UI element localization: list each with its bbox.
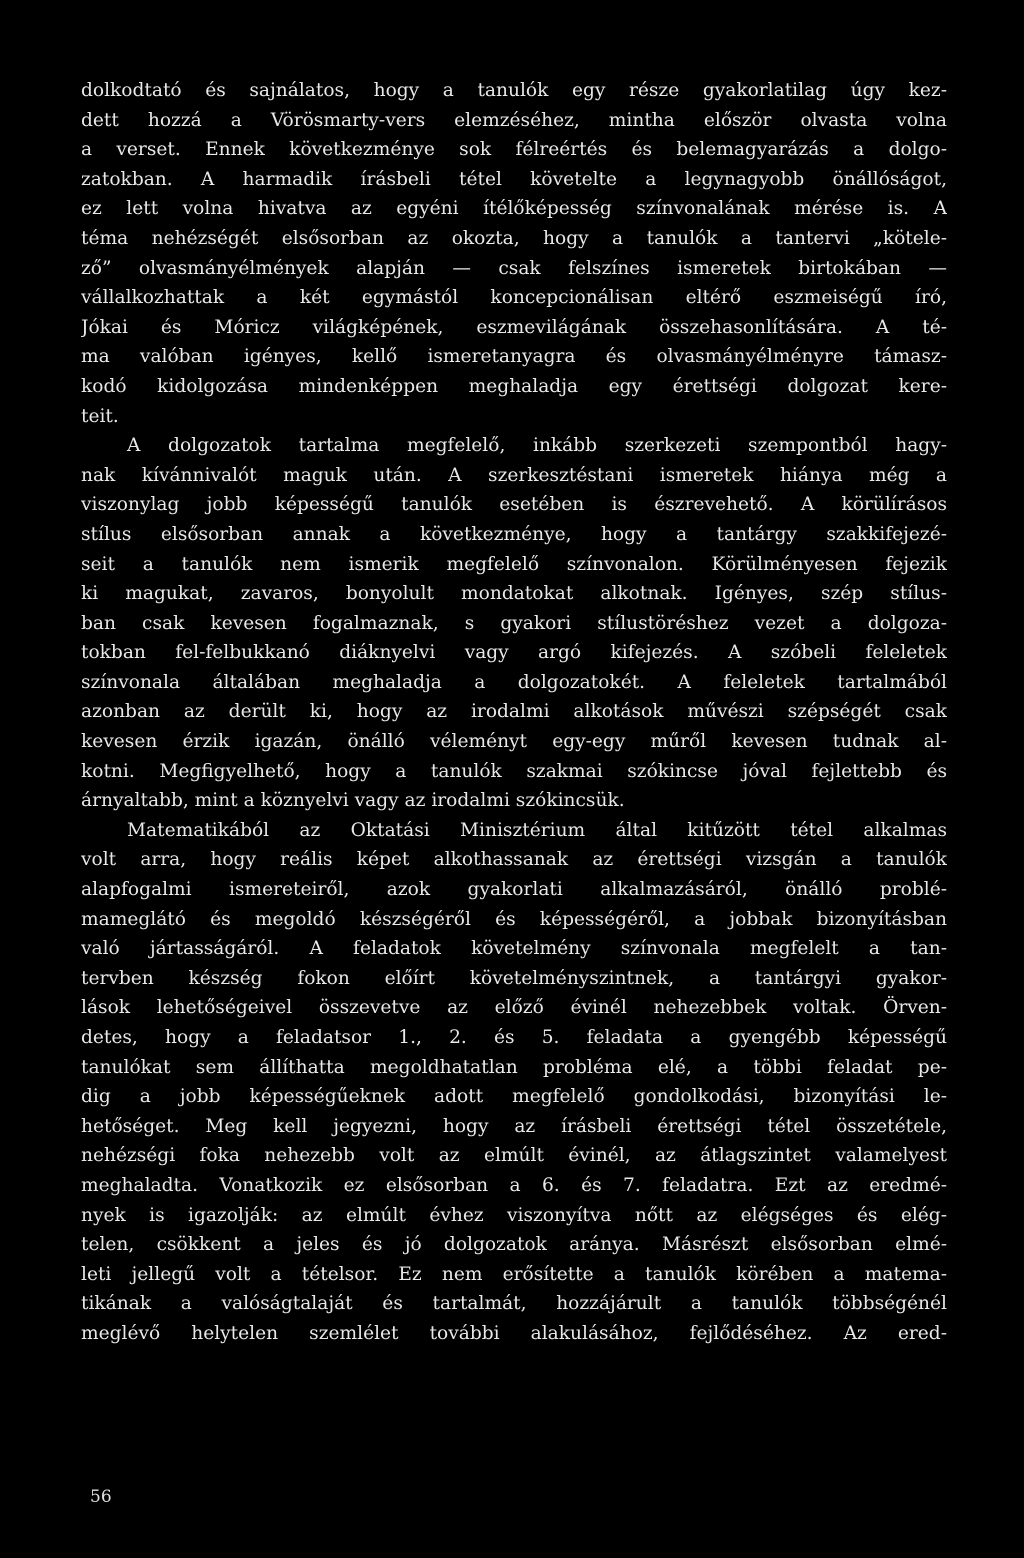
text-line: alapfogalmi ismereteiről, azok gyakorlati alkalmazásáról, önálló problé- [81, 879, 947, 901]
text-line: tikának a valóságtalaját és tartalmát, hozzájárult a tanulók többségénél [81, 1293, 947, 1315]
body-text [81, 76, 947, 1349]
text-line: hetőséget. Meg kell jegyezni, hogy az írásbeli érettségi tétel összetétele, [81, 1115, 947, 1137]
text-line: Jókai és Móricz világképének, eszmevilágának összehasonlítására. A té- [81, 316, 947, 338]
text-line: Matematikából az Oktatási Minisztérium által kitűzött tétel alkalmas [127, 819, 947, 841]
text-line: meghaladta. Vonatkozik ez elsősorban a 6. és 7. feladatra. Ezt az eredmé- [81, 1174, 947, 1196]
text-line: volt arra, hogy reális képet alkothassanak az érettségi vizsgán a tanulók [81, 849, 947, 871]
text-line: való jártasságáról. A feladatok követelmény színvonala megfelelt a tan- [81, 938, 947, 960]
text-line: viszonylag jobb képességű tanulók esetében is észrevehető. A körülírásos [81, 494, 947, 516]
page-number: 56 [90, 1487, 112, 1507]
text-line: mameglátó és megoldó készségéről és képességéről, a jobbak bizonyításban [81, 908, 947, 930]
text-line: dett hozzá a Vörösmarty-vers elemzéséhez, mintha először olvasta volna [81, 109, 947, 131]
text-line: színvonala általában meghaladja a dolgozatokét. A feleletek tartalmából [81, 671, 947, 693]
text-line: ez lett volna hivatva az egyéni ítélőképesség színvonalának mérése is. A [81, 198, 947, 220]
text-line: nyek is igazolják: az elmúlt évhez viszonyítva nőtt az elégséges és elég- [81, 1204, 947, 1226]
text-line: tervben készség fokon előírt követelményszintnek, a tantárgyi gyakor- [81, 967, 947, 989]
text-line: dig a jobb képességűeknek adott megfelelő gondolkodási, bizonyítási le- [81, 1086, 947, 1108]
text-line: telen, csökkent a jeles és jó dolgozatok aránya. Másrészt elsősorban elmé- [81, 1234, 947, 1256]
text-line: zatokban. A harmadik írásbeli tétel követelte a legynagyobb önállóságot, [81, 168, 947, 190]
text-line: a verset. Ennek következménye sok félreértés és belemagyarázás a dolgo- [81, 139, 947, 161]
text-line: detes, hogy a feladatsor 1., 2. és 5. feladata a gyengébb képességű [81, 1027, 947, 1048]
text-line: kotni. Megfigyelhető, hogy a tanulók szakmai szókincse jóval fejlettebb és [81, 760, 947, 782]
text-line: meglévő helytelen szemlélet további alakulásához, fejlődéséhez. Az ered- [81, 1322, 947, 1344]
text-line: ki magukat, zavaros, bonyolult mondatokat alkotnak. Igényes, szép stílus- [81, 583, 947, 605]
text-line: A dolgozatok tartalma megfelelő, inkább szerkezeti szempontból hagy- [127, 435, 947, 457]
text-line: tanulókat sem állíthatta megoldhatatlan probléma elé, a többi feladat pe- [81, 1056, 947, 1078]
text-line: ma valóban igényes, kellő ismeretanyagra és olvasmányélményre támasz- [81, 346, 947, 368]
text-line: stílus elsősorban annak a következménye, hogy a tantárgy szakkifejezé- [81, 523, 947, 545]
text-line: kevesen érzik igazán, önálló véleményt egy-egy műről kevesen tudnak al- [81, 731, 947, 753]
text-line: vállalkozhattak a két egymástól koncepcionálisan eltérő eszmeiségű író, [81, 287, 947, 309]
text-line: seit a tanulók nem ismerik megfelelő színvonalon. Körülményesen fejezik [81, 553, 947, 575]
text-line: lások lehetőségeivel összevetve az előző évinél nehezebbek voltak. Örven- [81, 997, 947, 1019]
text-line: ban csak kevesen fogalmaznak, s gyakori stílustöréshez vezet a dolgoza- [81, 612, 947, 634]
text-line: leti jellegű volt a tételsor. Ez nem erősítette a tanulók körében a matema- [81, 1263, 947, 1285]
text-line: kodó kidolgozása mindenképpen meghaladja egy érettségi dolgozat kere- [81, 375, 947, 397]
text-line: teit. [81, 405, 119, 427]
text-line: ző” olvasmányélmények alapján — csak felszínes ismeretek birtokában — [81, 257, 947, 279]
text-line: tokban fel-felbukkanó diáknyelvi vagy argó kifejezés. A szóbeli feleletek [81, 642, 947, 664]
text-line: téma nehézségét elsősorban az okozta, hogy a tanulók a tantervi „kötele- [81, 227, 947, 249]
text-line: dolkodtató és sajnálatos, hogy a tanulók egy része gyakorlatilag úgy kez- [81, 80, 947, 101]
text-line: nehézségi foka nehezebb volt az elmúlt évinél, az átlagszintet valamelyest [81, 1145, 947, 1167]
text-line: nak kívánnivalót maguk után. A szerkesztéstani ismeretek hiánya még a [81, 464, 947, 486]
text-line: azonban az derült ki, hogy az irodalmi alkotások művészi szépségét csak [81, 701, 947, 723]
text-line: árnyaltabb, mint a köznyelvi vagy az irodalmi szókincsük. [81, 790, 625, 812]
